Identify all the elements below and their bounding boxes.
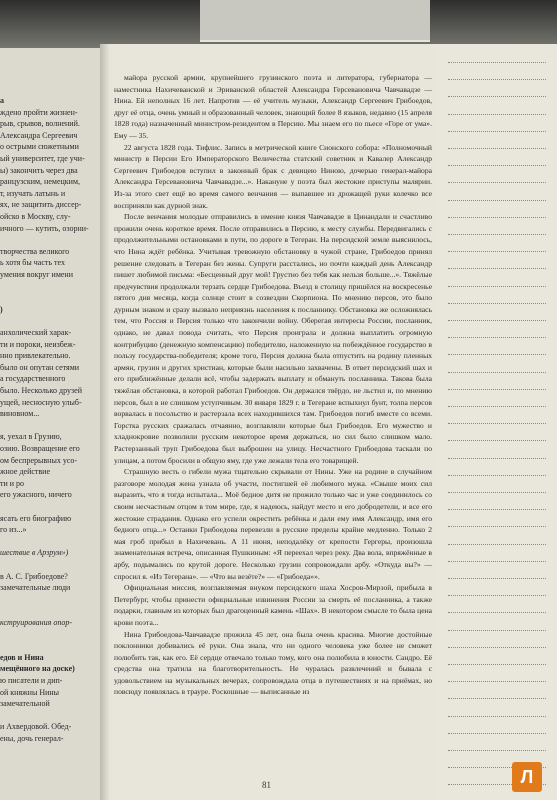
note-line [448,234,546,235]
left-page-line: было. Несколько друзей [0,386,82,395]
note-line [448,217,546,218]
note-line [448,509,546,510]
note-line [448,716,546,717]
left-page-line: а [0,96,4,105]
left-page-line: а государственного [0,374,66,384]
note-line [448,492,546,493]
publisher-logo-icon: Л [512,762,542,792]
note-line [448,79,546,80]
paragraph-6: Нина Грибоедова-Чавчавадзе прожила 45 лет, она была очень красива. Многие достойные поклонники добивались её руки. Она знала, что ни одного человека уже более не сможет полюбить так, как его. Её сердце отвечало только тому, кого она полюбила в юности. Сандро. Её средства она тратила на благотворительность. Не чуралась развлечений и бывала с удовольствием на музыкальных вечерах, сопровождала отца в путешествиях и на приёмах, но повсюду появлялась в трауре. Роскошные — выписанные из [114,629,432,697]
left-page-line: и Ахвердовой. Обед- [0,722,72,732]
note-line [448,681,546,682]
note-line [448,440,546,441]
note-line [448,647,546,648]
left-page-line: было он опутан сетями [0,362,80,372]
note-line [448,303,546,304]
note-line [448,664,546,665]
paragraph-2: 22 августа 1828 года. Тифлис. Запись в метрической книге Сионского собора: «Полномочный министр в Персии Его Императорского Величества статский советник и Кавалер Александр Сергеевич Грибоедов вступил в законный брак с девицею Ниною, дочерью генерал-майора Александра Герсевановича Чавчавадзе...». Накануне у поэта был жестокие приступы малярии. Из-за этого свет ещё во время самого венчания — выпавшее из дрожащей руки колечко все восприняли как дурной знак. [114,142,432,210]
note-line [448,148,546,149]
paragraph-3: После венчания молодые отправились в имение князя Чавчавадзе в Цинандали и счастливо прожили очень короткое время. После отправились в Персию, к месту службы. Передвигались с продолжительными остановками в пути, по дороге в Тегеран. На персидской земле выяснилось, что Нина ждёт ребёнка. Учитывая тревожную обстановку в чужой стране, Грибоедов принял решение следовать в Тегеран без жены. Супруги расстались, но почти каждый день Александр пишет любимой письма: «Бесценный друг мой! Грустно без тебя как нельзя больше...». Тяжёлые предчувствия продолжали терзать сердце Грибоедова. Въезд в столицу пришёлся на воскресенье пятого дня месяца, когда солнце стоит в созвездии Скорпиона. По мнению персов, это было дурным знаком и сразу вызвало неприязнь населения к посланнику. Обстановка же осложнялась тем, что Россия и Персия только что закончили войну. Оберегая интересы России, посланник, однако, не давал повода считать, что Персия проиграла и должна выплатить огромную контрибуцию (денежную компенсацию) победителю, наложенную на побеждённое государство в пользу государства-победителя; кроме того, Персия должна была отпустить на родину пленных армян, грузин и других христиан, которые были насильно захвачены. В ответ персидский шах и его приближённые делали всё, чтобы задержать выплату и обмануть посланника. Такова была тяжёлая обстановка, в которой работал Грибоедов. Он держался твёрдо, не льстил и, по мнению персов, был в не слишком уступчивым. 30 января 1829 г. в Тегеране вспыхнул бунт, толпа персов ворвалась в посольство и растерзала всех находившихся там. Грибоедов погиб вместе со всеми. Горстка русских сражалась отчаянно, возглавляли которые был Грибоедов. Его мужество и хладнокровие позволили русским некоторое время держаться, но сил было слишком мало. Растерзанный труп Грибоедова был выброшен на улицу. Несчастного Грибоедова таскали по улицам, а потом бросили в общую яму, где уже лежали тела его товарищей. [114,212,432,465]
left-page-line: о острыми сюжетными [0,142,79,152]
left-page-line: ях, не защитить диссер- [0,200,82,210]
left-page-line: ю писатели и дип- [0,676,63,685]
paragraph-5: Официальная миссия, возглавляемая внуком персидского шаха Хосров-Мирзой, прибыла в Петербург, чтобы принести официальные извинения России за смерть её посланника, а также подарки, главным из которых был драгоценный камень «Шах». В некотором смысле то была цена крови поэта... [114,583,432,627]
note-line [448,406,546,407]
paragraph-1: майора русской армии, крупнейшего грузинского поэта и литератора, губернатора — наместника Нахичеванской и Эриванской областей Александра Герсевановича Чавчавадзе — Нина. Ей неполных 16 лет. Напротив — её учитель музыки, Александр Сергеевич Грибоедов, друг её отца, очень умный и образованный человек, знающий более 8 языков, недавно (15 апреля 1828 года) назначенный министром-резидентом в Персию. Мы знаем его по пьесе «Горе от ума». Ему — 35. [114,73,432,140]
notes-margin [436,44,557,800]
note-line [448,286,546,287]
left-page-line: я, уехал в Грузию, [0,432,62,442]
note-line [448,354,546,355]
note-line [448,114,546,115]
note-line [448,372,546,373]
left-page-line: ом беспрерывных усо- [0,455,78,465]
left-page-line: творчества великого [0,246,70,256]
note-line [448,62,546,63]
paragraph-4: Страшную весть о гибели мужа тщательно скрывали от Нины. Уже на родине в случайном разговоре молодая жена узнала об участи, постигшей её любимого мужа. «Свыше моих сил выразить, что я тогда испытала... Моё бедное дитя не прожило только час и уже соединилось со своим несчастным отцом в том мире, где, я надеюсь, найдут место и его добродетели, и все его жестокие страдания. Однако его успели окрестить ребёнка и дали ему имя Александр, имя его бедного отца...» Останки Грибоедова перевезли в русские пределы крайне медленно. Только 2 мая гроб прибыл в Нахичевань. А 11 июня, неподалёку от крепости Гергеры, произошла знаменательная встреча, описанная Пушкиным: «Я переехал через реку. Два вола, впряжённые в арбу, подымались по крутой дороге. Несколько грузин сопровождали арбу. «Откуда вы?» — спросил я. «Из Тегерана». — «Что вы везёте?» — «Грибоеда»». [114,467,432,581]
left-page-line: виновном... [0,409,40,419]
note-line [448,630,546,631]
left-page-line: Александра Сергеевич [0,130,78,140]
left-page-line: ясать его биографию [0,513,72,523]
left-page-line: его ужасного, ничего [0,490,72,500]
note-line [448,165,546,166]
book-gutter [100,44,110,800]
book-clip [200,0,430,42]
note-line [448,612,546,613]
note-line [448,96,546,97]
note-line [448,595,546,596]
left-page-line: мещённого на доске) [0,664,75,674]
left-page-line: анхолический харак- [0,328,72,337]
left-page-line: ждено пройти жизнен- [0,107,78,117]
left-page-line: ранцузским, немецким, [0,177,81,187]
left-page-line: ) [0,304,3,314]
note-line [448,458,546,459]
left-page-line: озию. Возвращение его [0,444,80,453]
left-page-line: шествие в Арзрум») [0,548,69,558]
note-line [448,320,546,321]
note-line [448,337,546,338]
left-page-line: замечательные люди [0,583,71,593]
page-number: 81 [262,780,271,790]
note-line [448,251,546,252]
note-line [448,182,546,183]
note-line [448,544,546,545]
left-page-line: жное действие [0,467,51,477]
left-page-line: кструирования опор- [0,618,72,627]
left-page-line: ой княжны Нины [0,687,60,697]
left-page-line: го из...» [0,525,27,535]
left-page-line: замечательной [0,699,50,709]
note-line [448,698,546,699]
note-line [448,526,546,527]
note-line [448,475,546,476]
left-page-line: ичного — кутить, озорни- [0,223,89,233]
note-line [448,131,546,132]
note-line [448,423,546,424]
note-line [448,200,546,201]
note-line [448,561,546,562]
left-page-line: ь хотя бы часть тех [0,258,65,268]
left-page-line: умения вокруг имени [0,270,73,279]
left-page-line: едов и Нина [0,652,44,662]
left-page-line: ойско в Москву, слу- [0,212,71,221]
note-line [448,578,546,579]
left-page-line: рыв, срывов, волнений. [0,119,80,129]
left-page-line: ти и пороки, неизбеж- [0,339,76,349]
left-page-line: в А. С. Грибоедове? [0,571,68,581]
left-page-line: ены, дочь генерал- [0,734,64,743]
left-page-line: т, изучать латынь и [0,188,66,198]
note-line [448,389,546,390]
left-page-line: нно привлекательно. [0,351,71,361]
left-page-line: ти и ро [0,478,25,488]
note-line [448,750,546,751]
left-page-line: ущей, несносную улыб- [0,397,82,407]
note-line [448,733,546,734]
note-line [448,268,546,269]
main-text [114,72,432,698]
left-page-line: ы) закончить через два [0,165,78,175]
left-page-line: ый университет, где учи- [0,154,85,163]
